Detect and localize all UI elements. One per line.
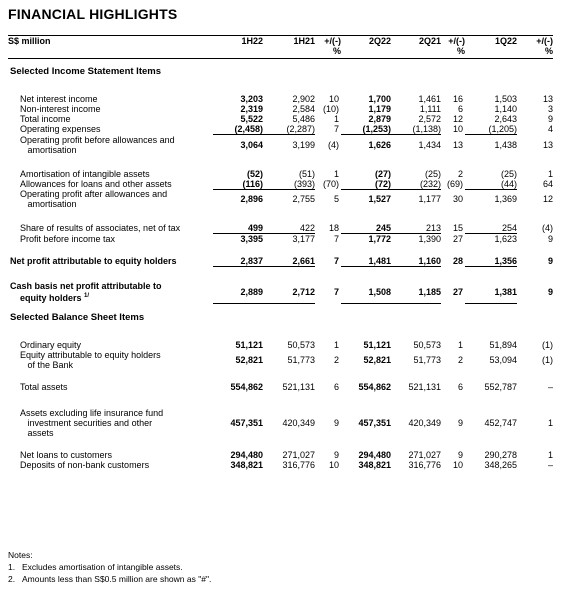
table-cell: (1,138) — [391, 124, 441, 135]
table-cell: 457,351 — [358, 417, 391, 428]
col-header: +/(-) % — [441, 36, 465, 59]
table-row: Operating expenses (2,458) (2,287) 7 (1,253) (1,138) 10 (1,205) 4 — [20, 124, 553, 135]
table-cell: 13 — [452, 139, 463, 150]
table-header-row — [8, 36, 553, 59]
table-cell: (51) — [298, 168, 315, 179]
table-cell: 18 — [328, 223, 339, 234]
table-row: Cash basis net profit attributable to equity holders $^{1/}$ 2,889 2,712 7 1,508 1,185 27 1,381 9 — [10, 281, 553, 303]
table-cell: 2,712 — [263, 281, 315, 303]
table-cell: 9 — [547, 114, 553, 124]
table-cell: 1,508 — [341, 281, 391, 303]
table-cell: 52,821 — [235, 354, 263, 365]
table-row: Share of results of associates, net of tax 499 422 18 245 213 15 254 (4) — [20, 223, 553, 234]
table-cell: 316,776 — [408, 459, 441, 470]
table-cell: (70) — [322, 178, 339, 189]
table-cell: 1,381 — [465, 281, 517, 303]
table-cell: 51,773 — [413, 354, 441, 365]
table-cell: 3,199 — [292, 139, 315, 150]
col-header: 1H22 — [213, 36, 263, 59]
table-cell: 51,121 — [363, 339, 391, 350]
table-cell: (52) — [246, 168, 263, 179]
table-cell: 213 — [391, 223, 441, 234]
table-row: Operating profit after allowances and amortisation 2,896 2,755 5 1,527 1,177 30 1,369 12 — [20, 189, 553, 209]
table-cell: 1,140 — [494, 104, 517, 114]
table-row: Net interest income 3,203 2,902 10 1,700 1,461 16 1,503 13 — [20, 94, 553, 104]
table-cell: (72) — [341, 179, 391, 190]
table-cell: 1 — [547, 449, 553, 460]
table-cell: 457,351 — [230, 417, 263, 428]
table-cell: (25) — [500, 168, 517, 179]
table-cell: 1,503 — [494, 94, 517, 104]
table-cell: 5,486 — [292, 114, 315, 124]
table-cell: 1,356 — [465, 256, 517, 267]
table-cell: 1 — [333, 339, 339, 350]
table-cell: 28 — [452, 256, 463, 267]
table-cell: 2,661 — [263, 256, 315, 267]
table-cell: 10 — [452, 459, 463, 470]
table-cell: 1,626 — [368, 139, 391, 150]
table-cell: 1,527 — [368, 194, 391, 205]
table-cell: (25) — [424, 168, 441, 179]
table-cell: 6 — [457, 381, 463, 392]
note-item: 2. Amounts less than S$0.5 million are shown as "#". — [8, 574, 212, 584]
table-row: Amortisation of intangible assets (52) (51) 1 (27) (25) 2 (25) 1 — [20, 168, 553, 179]
unit-header: S$ million — [8, 36, 213, 59]
table-cell: 422 — [263, 223, 315, 234]
section-header-row — [8, 310, 553, 326]
table-cell: (69) — [446, 178, 463, 189]
col-header: 2Q22 — [341, 36, 391, 59]
page-title: FINANCIAL HIGHLIGHTS — [8, 6, 178, 22]
table-cell: 5 — [333, 194, 339, 204]
table-cell: 10 — [328, 94, 339, 104]
table-cell: 2,584 — [292, 104, 315, 114]
table-row: Allowances for loans and other assets (116) (393) (70) (72) (232) (69) (44) 64 — [20, 178, 553, 189]
table-cell: 1,772 — [368, 234, 391, 244]
table-row: Total assets 554,862 521,131 6 554,862 521,131 6 552,787 – — [20, 381, 553, 392]
table-cell: 51,121 — [235, 339, 263, 350]
table-cell: 348,265 — [484, 459, 517, 470]
table-cell: 2 — [457, 354, 463, 365]
table-cell: 521,131 — [408, 381, 441, 392]
table-cell: 6 — [333, 381, 339, 392]
table-cell: (232) — [391, 179, 441, 190]
table-cell: 10 — [452, 124, 463, 135]
table-row: Deposits of non-bank customers 348,821 316,776 10 348,821 316,776 10 348,265 – — [20, 459, 553, 470]
table-cell: 552,787 — [484, 381, 517, 392]
table-cell: 499 — [213, 223, 263, 234]
table-cell: 1,369 — [494, 194, 517, 205]
table-cell: 1,438 — [494, 139, 517, 150]
table-cell: 9 — [457, 449, 463, 460]
table-cell: 2,879 — [368, 114, 391, 124]
table-cell: 9 — [333, 449, 339, 460]
table-cell: 554,862 — [230, 381, 263, 392]
table-row: Ordinary equity 51,121 50,573 1 51,121 50,573 1 51,894 (1) — [20, 339, 553, 350]
table-cell: 7 — [333, 256, 339, 267]
table-row: Assets excluding life insurance fund investment securities and other assets 457,351 420,349 9 457,351 420,349 9 452,747 1 — [20, 407, 553, 438]
table-cell: 1 — [457, 339, 463, 350]
table-cell: 452,747 — [484, 417, 517, 428]
table-cell: 1,434 — [418, 139, 441, 150]
table-row: Operating profit before allowances and amortisation 3,064 3,199 (4) 1,626 1,434 13 1,438 13 — [20, 134, 553, 155]
table-cell: 3,177 — [292, 234, 315, 244]
table-cell: (4) — [542, 223, 553, 234]
table-cell: (1,205) — [465, 124, 517, 135]
table-cell: 2,837 — [213, 256, 263, 267]
table-cell: 9 — [547, 287, 553, 297]
table-cell: (1) — [542, 354, 553, 365]
table-cell: (27) — [374, 168, 391, 179]
table-cell: 3,203 — [240, 94, 263, 104]
table-cell: 1,160 — [391, 256, 441, 267]
table-cell: 1 — [333, 168, 339, 179]
table-cell: 1 — [547, 168, 553, 179]
table-cell: 294,480 — [358, 449, 391, 460]
table-cell: 7 — [333, 124, 339, 135]
col-header: 2Q21 — [391, 36, 441, 59]
table-cell: 9 — [457, 417, 463, 428]
table-cell: 51,773 — [287, 354, 315, 365]
table-cell: (1,253) — [341, 124, 391, 135]
table-cell: 1 — [333, 114, 339, 124]
table-cell: 521,131 — [282, 381, 315, 392]
table-cell: 271,027 — [282, 449, 315, 460]
table-cell: 1,390 — [418, 234, 441, 244]
table-cell: 9 — [547, 256, 553, 267]
table-cell: 1,700 — [368, 94, 391, 104]
table-cell: 348,821 — [358, 459, 391, 470]
table-cell: 2 — [333, 354, 339, 365]
table-cell: 3,064 — [240, 139, 263, 150]
table-cell: 27 — [452, 233, 463, 244]
note-item: 1. Excludes amortisation of intangible assets. — [8, 562, 183, 572]
table-cell: 1 — [547, 417, 553, 428]
table-cell: 30 — [452, 194, 463, 204]
table-cell: 554,862 — [358, 381, 391, 392]
table-cell: 13 — [542, 94, 553, 104]
section-header-row — [8, 59, 553, 81]
table-cell: 420,349 — [408, 417, 441, 428]
table-cell: 9 — [333, 417, 339, 428]
section-title: Selected Balance Sheet Items — [10, 311, 145, 323]
table-cell: 15 — [452, 223, 463, 234]
table-cell: 4 — [547, 124, 553, 135]
table-cell: 1,179 — [368, 104, 391, 114]
table-cell: (2,458) — [213, 124, 263, 135]
col-header: +/(-) % — [315, 36, 341, 59]
table-cell: 316,776 — [282, 459, 315, 470]
table-cell: 10 — [328, 459, 339, 470]
table-cell: 50,573 — [287, 339, 315, 350]
table-cell: 290,278 — [484, 449, 517, 460]
table-cell: 6 — [457, 104, 463, 114]
table-row: Total income 5,522 5,486 1 2,879 2,572 12 2,643 9 — [20, 114, 553, 124]
table-cell: 9 — [547, 233, 553, 244]
table-cell: – — [547, 381, 553, 392]
table-cell: 294,480 — [230, 449, 263, 460]
notes — [8, 549, 211, 585]
table-cell: 64 — [542, 178, 553, 189]
table-cell: 7 — [333, 287, 339, 297]
table-cell: 3,395 — [240, 234, 263, 244]
table-cell: 2,896 — [240, 194, 263, 205]
financial-highlights-table — [8, 35, 553, 470]
col-header: +/(-) % — [517, 36, 553, 59]
table-cell: (116) — [213, 179, 263, 190]
table-cell: 7 — [333, 233, 339, 244]
table-cell: 2,889 — [213, 281, 263, 303]
table-cell: 52,821 — [363, 354, 391, 365]
table-cell: 13 — [542, 139, 553, 150]
col-header: 1Q22 — [465, 36, 517, 59]
table-cell: 1,481 — [341, 256, 391, 267]
table-row: Net profit attributable to equity holders 2,837 2,661 7 1,481 1,160 28 1,356 9 — [10, 256, 553, 267]
table-cell: 2,643 — [494, 114, 517, 124]
table-cell: 1,461 — [418, 94, 441, 104]
table-cell: 254 — [465, 223, 517, 234]
table-cell: (1) — [542, 339, 553, 350]
table-cell: 2,319 — [240, 104, 263, 114]
table-cell: 16 — [452, 94, 463, 104]
table-cell: 2,572 — [418, 114, 441, 124]
table-cell: 2,902 — [292, 94, 315, 104]
table-cell: 53,094 — [489, 354, 517, 365]
table-cell: 1,111 — [419, 104, 441, 114]
table-row: Net loans to customers 294,480 271,027 9 294,480 271,027 9 290,278 1 — [20, 449, 553, 460]
table-cell: 2 — [457, 168, 463, 179]
table-cell: 245 — [341, 223, 391, 234]
table-cell: 3 — [547, 104, 553, 114]
col-header: 1H21 — [263, 36, 315, 59]
table-cell: 27 — [452, 287, 463, 297]
table-cell: – — [547, 459, 553, 470]
table-cell: 12 — [542, 194, 553, 204]
table-cell: (44) — [465, 179, 517, 190]
table-cell: 1,177 — [418, 194, 441, 205]
table-cell: 1,185 — [391, 281, 441, 303]
notes-heading: Notes: — [8, 550, 33, 560]
table-cell: (2,287) — [263, 124, 315, 135]
table-cell: 271,027 — [408, 449, 441, 460]
table-cell: 12 — [452, 114, 463, 124]
table-cell: 1,623 — [494, 234, 517, 244]
table-cell: 51,894 — [489, 339, 517, 350]
table-cell: 420,349 — [282, 417, 315, 428]
table-row: Profit before income tax 3,395 3,177 7 1,772 1,390 27 1,623 9 — [20, 233, 553, 244]
table-cell: 5,522 — [240, 114, 263, 124]
table-cell: (4) — [328, 139, 339, 150]
section-title: Selected Income Statement Items — [10, 66, 161, 77]
table-cell: (393) — [263, 179, 315, 190]
table-cell: 2,755 — [292, 194, 315, 205]
table-row: Equity attributable to equity holders of the Bank 52,821 51,773 2 52,821 51,773 2 53,094 (1) — [20, 349, 553, 370]
table-cell: 50,573 — [413, 339, 441, 350]
table-cell: (10) — [322, 104, 339, 114]
table-cell: 348,821 — [230, 459, 263, 470]
table-row: Non-interest income 2,319 2,584 (10) 1,179 1,111 6 1,140 3 — [20, 104, 553, 114]
